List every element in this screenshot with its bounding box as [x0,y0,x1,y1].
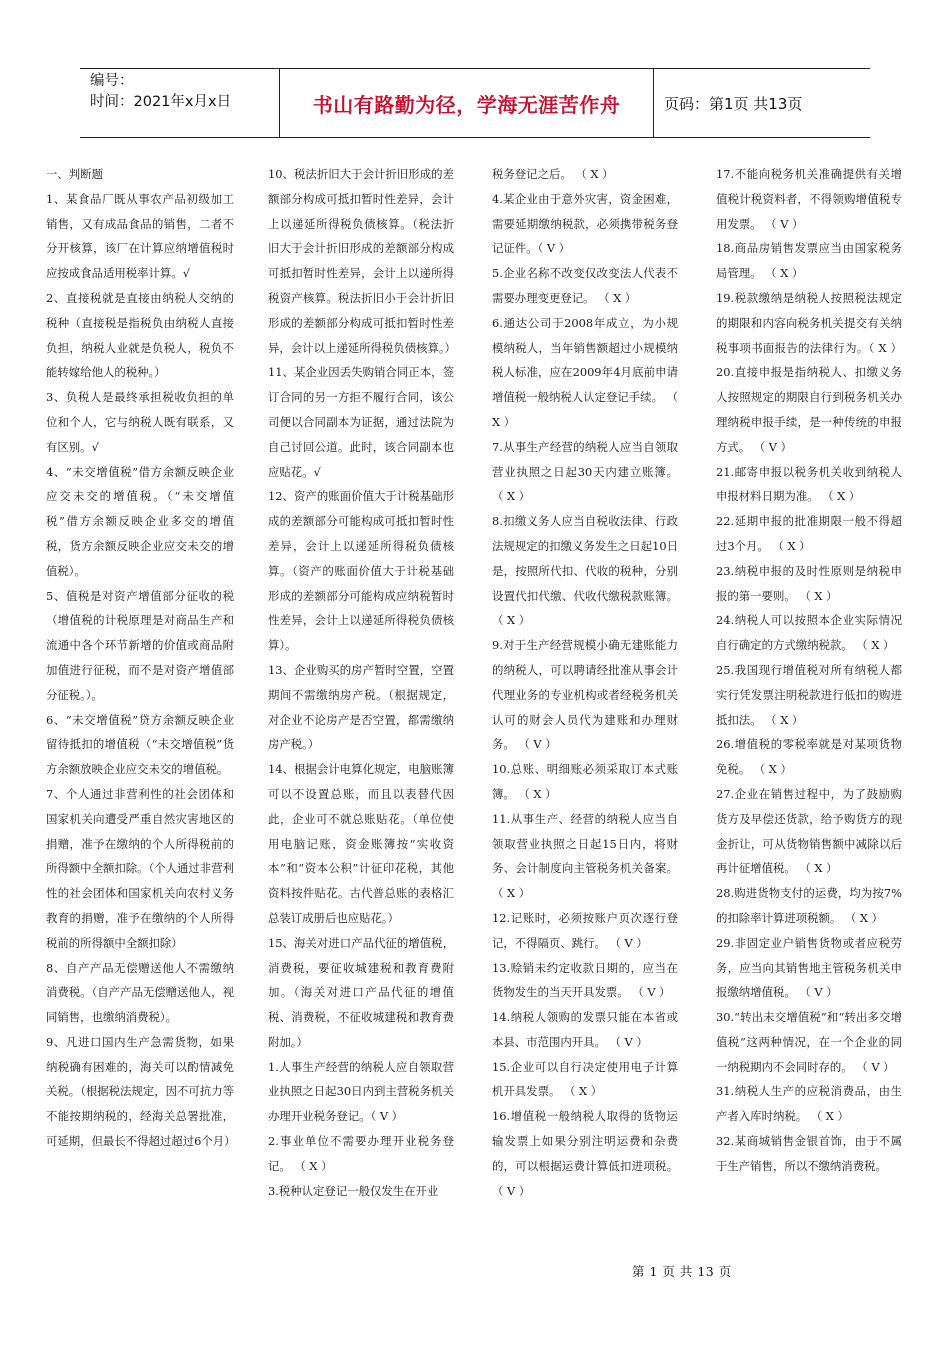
question-item: 11.从事生产、经营的纳税人应当自领取营业执照之日起15日内，将财务、会计制度向主管税务机关备案。 （ X ） [492,811,678,901]
question-item: 3、负税人是最终承担税收负担的单位和个人，它与纳税人既有联系，又有区别。√ [46,390,234,454]
page-footer: 第 1 页 共 13 页 [632,1264,732,1279]
text-column-4 [716,162,902,1179]
question-item: 9.对于生产经营规模小确无建账能力的纳税人，可以聘请经批准从事会计代理业务的专业机构或者经税务机关认可的财会人员代为建账和办理财务。 （ V ） [492,638,678,752]
question-item: 1.人事生产经营的纳税人应自领取营业执照之日起30日内到主营税务机关办理开业税务登记。（ V ） [268,1059,454,1124]
question-item: 29.非固定业户销售货物或者应税劳务，应当向其销售地主管税务机关申报缴纳增值税。 （ V ） [716,935,902,1000]
question-item: 15.企业可以自行决定使用电子计算机开具发票。 （ X ） [492,1059,678,1099]
question-item: 30.“转出未交增值税”和“转出多交增值税”这两种情况，在一个企业的同一纳税期内不会同时存的。 （ V ） [716,1010,902,1074]
question-item: 13.赊销未约定收款日期的，应当在货物发生的当天开具发票。 （ V ） [492,960,678,1000]
question-item: 32.某商城销售金银首饰，由于不属于生产销售，所以不缴纳消费税。 [716,1134,902,1173]
question-item: 一、判断题 [46,167,103,181]
text-column-1 [46,162,234,1154]
question-item: 26.增值税的零税率就是对某项货物免税。 （ X ） [716,737,902,777]
text-column-3 [492,162,678,1203]
question-item: 16.增值税一般纳税人取得的货物运输发票上如果分别注明运费和杂费的，可以根据运费计算低扣进项税。（ V ） [492,1109,678,1198]
question-item: 12.记账时，必须按账户页次逐行登记，不得隔页、跳行。 （ V ） [492,910,678,950]
header-meta [80,69,280,137]
question-item: 5.企业名称不改变仅改变法人代表不需要办理变更登记。 （ X ） [492,266,678,305]
question-item: 19.税款缴纳是纳税人按照税法规定的期限和内容向税务机关提交有关纳税事项书面报告的法律行为。（ X ）20.直接申报是指纳税人、扣缴义务人按照规定的期限自行到税务机关办理纳税申报手续，是一种传统的申报方式。 （ V ） [716,290,902,454]
document-time-label: 时间：2021年x月x日 [90,94,232,110]
question-item: 2、直接税就是直接由纳税人交纳的税种（直接税是指税负由纳税人直接负担，纳税人业就是负税人，税负不能转嫁给他人的税种。） [46,290,234,380]
question-item: 17.不能向税务机关准确提供有关增值税计税资料者，不得领购增值税专用发票。 （ V ） [716,167,902,231]
question-item: 23.纳税申报的及时性原则是纳税申报的第一要则。 （ X ） [716,563,902,603]
question-item: 2.事业单位不需要办理开业税务登记。 （ X ） [268,1134,454,1173]
question-item: 8、自产产品无偿赠送他人不需缴纳消费税。（自产产品无偿赠送他人，视同销售，也缴纳消费税）。 [46,960,234,1025]
question-item: 14、根据会计电算化规定，电脑账簿可以不设置总账，而且以表替代因此，企业可不就总账贴花。（单位使用电脑记账，资金账簿按“实收资本”和“资本公积”计征印花税，其他资料按件贴花。古代普总账的表格汇总装订成册后也应贴花。） [268,762,454,925]
question-item: 12、资产的账面价值大于计税基础形成的差额部分可能构成可抵扣暂时性差异，会计上以递延所得税负债核算。（资产的账面价值大于计税基础形成的差额部分可能构成应纳税暂时性差异，会计上以递延所得税负债核算）。 [268,489,454,653]
question-item: 5、值税是对资产增值部分征收的税（增值税的计税原理是对商品生产和流通中各个环节新增的价值或商品附加值进行征税，而不是对资产增值部分征税。）。 [46,588,234,702]
header-motto: 书山有路勤为径，学海无涯苦作舟 [280,69,654,137]
question-item: 6.通达公司于2008年成立，为小规模纳税人，当年销售额超过小规模纳税人标准，应在2009年4月底前申请增值税一般纳税人认定登记手续。 （ X ） [492,315,678,429]
question-item: 22.延期申报的批准期限一般不得超过3个月。 （ X ） [716,514,902,553]
page-header [80,68,870,138]
question-item: 7.从事生产经营的纳税人应当自领取营业执照之日起30天内建立账簿。 （ X ） [492,439,678,504]
question-item: 7、个人通过非营利性的社会团体和国家机关向遭受严重自然灾害地区的捐赠，准予在缴纳的个人所得税前的所得额中全额扣除。（个人通过非营利性的社会团体和国家机关向农村义务教育的捐赠，准予在缴纳的个人所得税前的所得额中全额扣除） [46,786,234,950]
question-item: 8.扣缴义务人应当自税收法律、行政法规规定的扣缴义务发生之日起10日是，按照所代扣、代收的税种，分别设置代扣代缴、代收代缴税款账簿。 （ X ） [492,514,678,628]
question-item: 21.邮寄申报以税务机关收到纳税人申报材料日期为准。 （ X ） [716,464,902,504]
question-item: 1、某食品厂既从事农产品初级加工销售，又有成品食品的销售，二者不分开核算，该厂在计算应纳增值税时应按成食品适用税率计算。√ [46,191,234,281]
header-page-label: 页码：第1页 共13页 [664,94,803,113]
question-item: 14.纳税人领购的发票只能在本省或本县、市范围内开具。 （ V ） [492,1010,678,1049]
question-item: 15、海关对进口产品代征的增值税，消费税，要征收城建税和教育费附加。（海关对进口产品代征的增值税、消费税，不征收城建税和教育费附加。） [268,935,454,1049]
question-item: 27.企业在销售过程中，为了鼓励购货方及早偿还货款，给予购货方的现金折让，可从货物销售额中减除以后再计征增值税。 （ X ） [716,786,902,876]
question-item: 31.纳税人生产的应税消费品，由生产者入库时纳税。 （ X ） [716,1084,902,1124]
question-item: 税务登记之后。 （ X ） [492,167,614,181]
question-item: 4.某企业由于意外灾害，资金困难，需要延期缴纳税款，必须携带税务登记证件。（ V ） [492,191,678,256]
question-item: 25.我国现行增值税对所有纳税人都实行凭发票注明税款进行低扣的购进抵扣法。 （ X ） [716,662,902,727]
question-item: 18.商品房销售发票应当由国家税务局管理。 （ X ） [716,241,902,281]
question-item: 9、凡进口国内生产急需货物，如果纳税确有困难的，海关可以酌情减免关税。（根据税法规定，因不可抗力等不能按期纳税的，经海关总署批准，可延期，但最长不得超过超过6个月） [46,1034,236,1149]
question-item: 10、税法折旧大于会计折旧形成的差额部分构成可抵扣暂时性差异，会计上以递延所得税负债核算。（税法折旧大于会计折旧形成的差额部分构成可抵扣暂时性差异，会计上以递所得税资产核算。税法折旧小于会计折旧形成的差额部分构成可抵扣暂时性差异，会计以上递延所得税负债核算。） [268,167,456,355]
question-item: 4、“未交增值税”借方余额反映企业应交未交的增值税。（“未交增值税”借方余额反映企业多交的增值税，货方余额反映企业应交未交的增值税）。 [46,464,234,578]
question-item: 10.总账、明细账必须采取订本式账簿。 （ X ） [492,762,678,801]
text-column-2 [268,162,454,1203]
question-item: 24.纳税人可以按照本企业实际情况自行确定的方式缴纳税款。 （ X ） [716,613,902,653]
question-item: 3.税种认定登记一般仅发生在开业 [268,1183,439,1198]
question-item: 13、企业购买的房产暂时空置，空置期间不需缴纳房产税。（根据规定，对企业不论房产是否空置，都需缴纳房产税。） [268,662,454,752]
question-item: 6、“未交增值税”贷方余额反映企业留待抵扣的增值税（“未交增值税”货方余额放映企业应交未交的增值税。 [46,712,234,777]
document-number-label: 编号： [90,73,134,89]
question-item: 28.购进货物支付的运费，均为按7%的扣除率计算进项税额。 （ X ） [716,886,902,925]
question-item: 11、某企业因丢失购销合同正本，签订合同的另一方拒不履行合同，该公司便以合同副本为证据，通过法院为自己讨回公道。此时，该合同副本也应贴花。√ [268,365,454,479]
